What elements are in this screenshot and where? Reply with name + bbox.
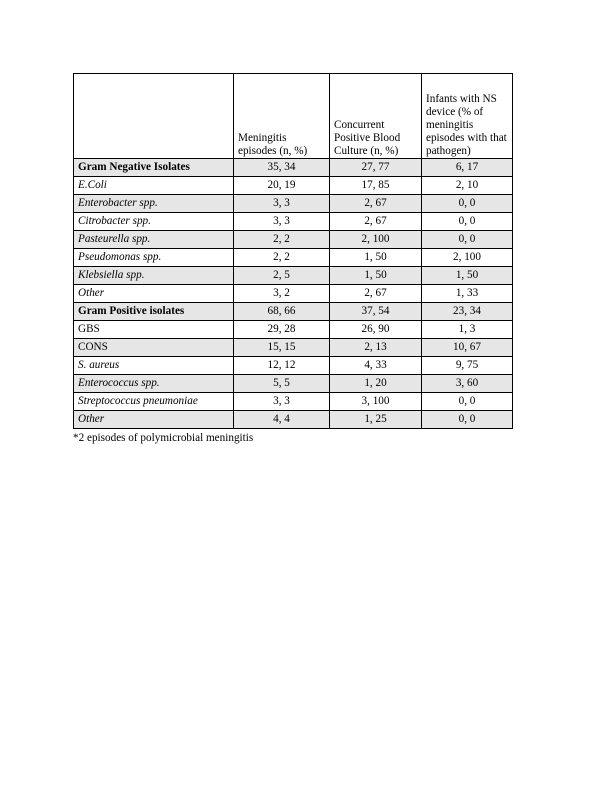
row-label: Other (74, 411, 234, 429)
table-row (74, 321, 513, 339)
row-label: Citrobacter spp. (74, 213, 234, 231)
row-label: Pasteurella spp. (74, 231, 234, 249)
table-row (74, 285, 513, 303)
cell-ns-device: 1, 50 (422, 267, 513, 285)
table-row (74, 195, 513, 213)
cell-blood-culture: 1, 20 (330, 375, 422, 393)
cell-meningitis: 5, 5 (234, 375, 330, 393)
cell-blood-culture: 2, 67 (330, 213, 422, 231)
row-label: Streptococcus pneumoniae (74, 393, 234, 411)
cell-ns-device: 0, 0 (422, 393, 513, 411)
cell-blood-culture: 1, 50 (330, 249, 422, 267)
cell-meningitis: 4, 4 (234, 411, 330, 429)
cell-ns-device: 2, 10 (422, 177, 513, 195)
row-label: Enterobacter spp. (74, 195, 234, 213)
cell-ns-device: 1, 3 (422, 321, 513, 339)
table-row (74, 339, 513, 357)
cell-blood-culture: 2, 100 (330, 231, 422, 249)
cell-meningitis: 3, 2 (234, 285, 330, 303)
row-label: Enterococcus spp. (74, 375, 234, 393)
cell-ns-device: 3, 60 (422, 375, 513, 393)
cell-meningitis: 3, 3 (234, 393, 330, 411)
row-label: Gram Negative Isolates (74, 159, 234, 177)
cell-ns-device: 2, 100 (422, 249, 513, 267)
cell-blood-culture: 4, 33 (330, 357, 422, 375)
cell-blood-culture: 2, 67 (330, 285, 422, 303)
table-row (74, 177, 513, 195)
cell-blood-culture: 37, 54 (330, 303, 422, 321)
table-row (74, 357, 513, 375)
table-row (74, 213, 513, 231)
table-row (74, 375, 513, 393)
cell-ns-device: 23, 34 (422, 303, 513, 321)
header-blood-culture: Concurrent Positive Blood Culture (n, %) (330, 74, 422, 159)
table-row (74, 411, 513, 429)
cell-meningitis: 20, 19 (234, 177, 330, 195)
table-row (74, 303, 513, 321)
row-label: Pseudomonas spp. (74, 249, 234, 267)
cell-ns-device: 9, 75 (422, 357, 513, 375)
table-row (74, 267, 513, 285)
cell-meningitis: 12, 12 (234, 357, 330, 375)
row-label: S. aureus (74, 357, 234, 375)
cell-blood-culture: 17, 85 (330, 177, 422, 195)
row-label: Gram Positive isolates (74, 303, 234, 321)
cell-meningitis: 68, 66 (234, 303, 330, 321)
cell-ns-device: 0, 0 (422, 231, 513, 249)
cell-meningitis: 3, 3 (234, 213, 330, 231)
cell-blood-culture: 27, 77 (330, 159, 422, 177)
cell-ns-device: 0, 0 (422, 195, 513, 213)
table-row (74, 393, 513, 411)
cell-meningitis: 2, 2 (234, 231, 330, 249)
cell-ns-device: 0, 0 (422, 411, 513, 429)
cell-blood-culture: 2, 13 (330, 339, 422, 357)
cell-ns-device: 10, 67 (422, 339, 513, 357)
cell-blood-culture: 26, 90 (330, 321, 422, 339)
cell-meningitis: 2, 5 (234, 267, 330, 285)
cell-meningitis: 29, 28 (234, 321, 330, 339)
row-label: CONS (74, 339, 234, 357)
header-cell-empty (74, 74, 234, 159)
cell-meningitis: 2, 2 (234, 249, 330, 267)
cell-meningitis: 3, 3 (234, 195, 330, 213)
cell-blood-culture: 1, 25 (330, 411, 422, 429)
header-ns-device: Infants with NS device (% of meningitis episodes with that pathogen) (422, 74, 513, 159)
pathogen-table (73, 73, 513, 429)
header-meningitis-episodes: Meningitis episodes (n, %) (234, 74, 330, 159)
table-row (74, 249, 513, 267)
row-label: E.Coli (74, 177, 234, 195)
row-label: GBS (74, 321, 234, 339)
table-footnote: *2 episodes of polymicrobial meningitis (73, 432, 254, 444)
row-label: Klebsiella spp. (74, 267, 234, 285)
table-row (74, 231, 513, 249)
cell-blood-culture: 1, 50 (330, 267, 422, 285)
cell-blood-culture: 2, 67 (330, 195, 422, 213)
row-label: Other (74, 285, 234, 303)
table-header-row (74, 74, 513, 159)
cell-meningitis: 35, 34 (234, 159, 330, 177)
cell-ns-device: 6, 17 (422, 159, 513, 177)
cell-ns-device: 0, 0 (422, 213, 513, 231)
cell-blood-culture: 3, 100 (330, 393, 422, 411)
cell-meningitis: 15, 15 (234, 339, 330, 357)
cell-ns-device: 1, 33 (422, 285, 513, 303)
table-row (74, 159, 513, 177)
